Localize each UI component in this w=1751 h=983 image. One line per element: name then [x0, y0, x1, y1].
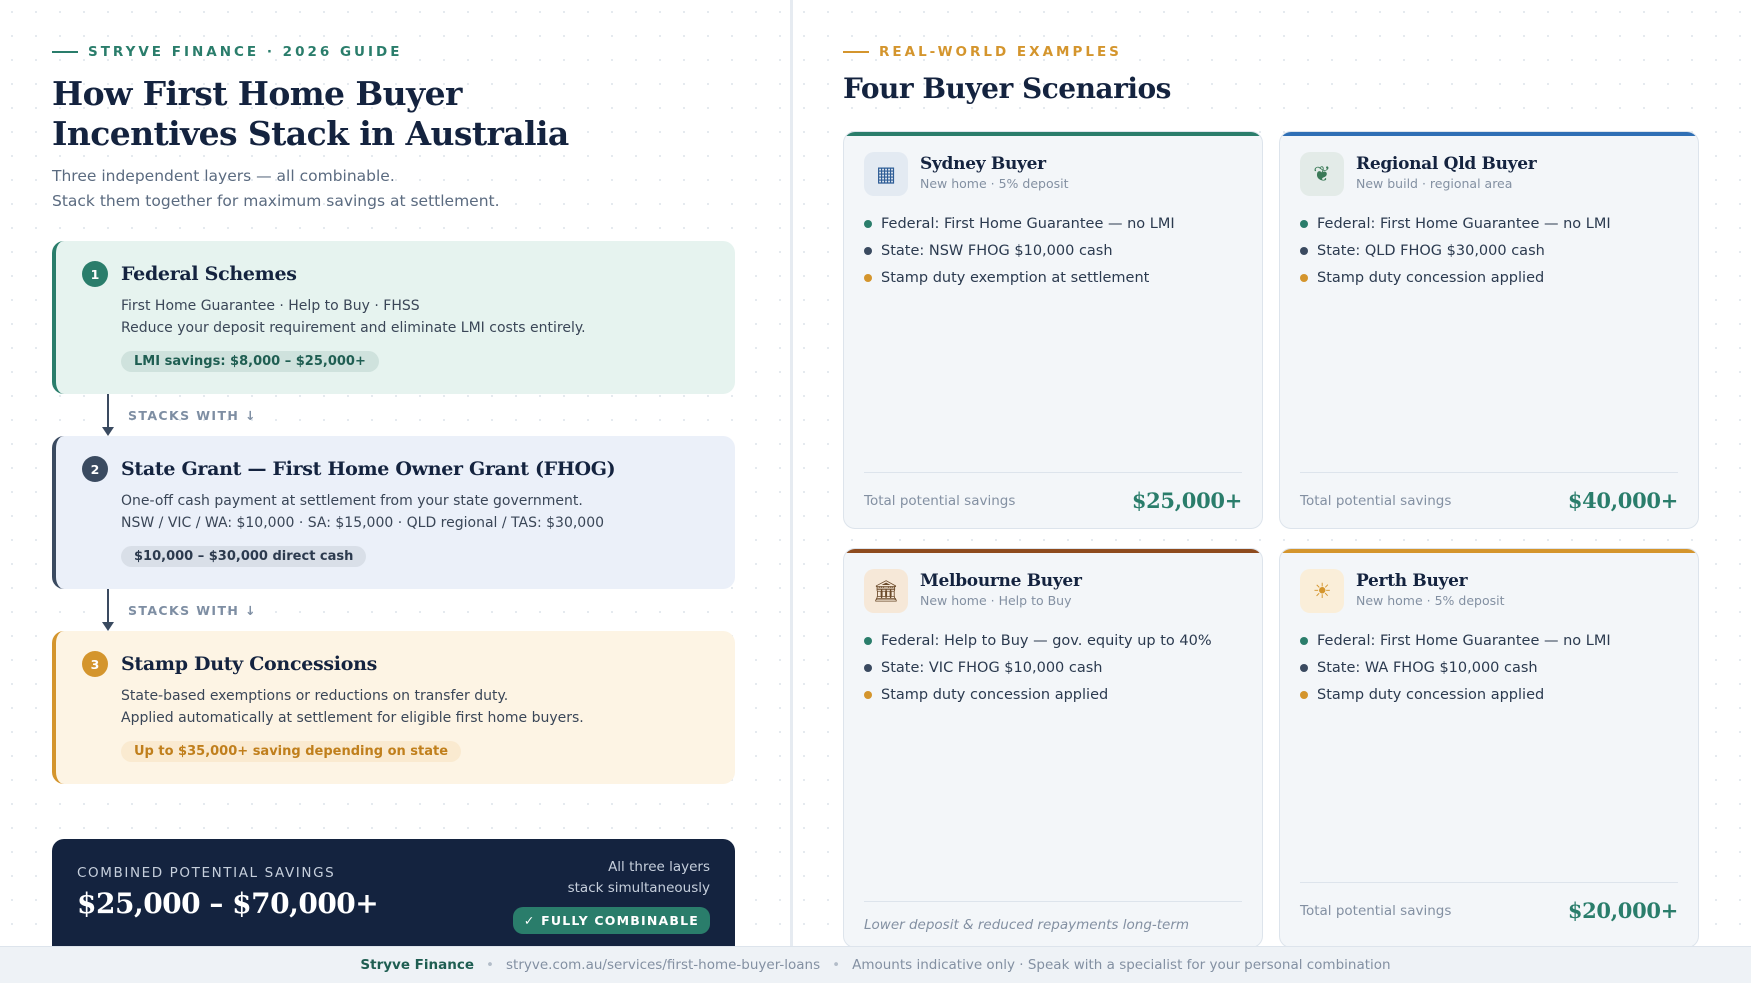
footer-disclaimer: Amounts indicative only · Speak with a specialist for your personal combination [852, 957, 1391, 973]
intro-text [52, 164, 735, 214]
footer-separator: • [832, 957, 841, 973]
layer-stamp-duty [52, 631, 735, 784]
leaf-icon: ❦ [1300, 152, 1344, 196]
card-footer [864, 472, 1242, 528]
layer-savings-pill: $10,000 – $30,000 direct cash [121, 546, 366, 567]
savings-value: $20,000+ [1567, 898, 1678, 923]
layer-number-badge: 3 [82, 651, 108, 677]
savings-value: $40,000+ [1567, 488, 1678, 513]
list-item-text: Stamp duty exemption at settlement [881, 269, 1150, 286]
classical-building-icon: 🏛 [864, 569, 908, 613]
layer-title: Federal Schemes [121, 263, 297, 285]
layer-number-badge: 1 [82, 261, 108, 287]
stacks-with-label: STACKS WITH ↓ [128, 407, 257, 423]
combined-note-line2: stack simultaneously [567, 880, 710, 896]
bullet-dot [1300, 691, 1308, 699]
bullet-dot [864, 274, 872, 282]
savings-label: Total potential savings [864, 492, 1016, 509]
card-title: Perth Buyer [1356, 571, 1468, 591]
combined-savings-label: COMBINED POTENTIAL SAVINGS [77, 865, 336, 881]
stacks-with-connector [102, 394, 257, 436]
list-item [864, 681, 1242, 708]
page-title [52, 74, 735, 154]
layer-desc-line1: First Home Guarantee · Help to Buy · FHSS [121, 298, 420, 314]
card-footer [1300, 472, 1678, 528]
card-title: Melbourne Buyer [920, 571, 1082, 591]
list-item-text: Federal: First Home Guarantee — no LMI [1317, 215, 1611, 232]
list-item [864, 264, 1242, 291]
eyebrow-dash [843, 51, 869, 53]
bullet-dot [1300, 274, 1308, 282]
bullet-dot [864, 664, 872, 672]
intro-line2: Stack them together for maximum savings at settlement. [52, 192, 500, 210]
list-item [864, 210, 1242, 237]
page-title-line1: How First Home Buyer [52, 74, 462, 113]
layer-title: State Grant — First Home Owner Grant (FHOG) [121, 458, 616, 480]
card-subtitle: New home · 5% deposit [920, 176, 1069, 191]
list-item-text: Federal: First Home Guarantee — no LMI [1317, 632, 1611, 649]
scenarios-eyebrow [843, 44, 1122, 60]
combined-note-line1: All three layers [608, 859, 710, 875]
eyebrow-text: REAL-WORLD EXAMPLES [879, 44, 1122, 60]
down-arrow-icon [102, 394, 114, 436]
combined-savings-value: $25,000 – $70,000+ [77, 887, 379, 920]
layer-federal-schemes [52, 241, 735, 394]
bullet-dot [1300, 247, 1308, 255]
layer-desc-line2: Reduce your deposit requirement and eliminate LMI costs entirely. [121, 320, 586, 336]
footer-separator: • [486, 957, 494, 973]
stacks-with-label: STACKS WITH ↓ [128, 602, 257, 618]
incentive-list [844, 210, 1262, 291]
list-item-text: State: VIC FHOG $10,000 cash [881, 659, 1103, 676]
list-item-text: Federal: Help to Buy — gov. equity up to 40% [881, 632, 1212, 649]
list-item-text: State: WA FHOG $10,000 cash [1317, 659, 1538, 676]
list-item-text: Stamp duty concession applied [881, 686, 1109, 703]
layer-number-badge: 2 [82, 456, 108, 482]
card-subtitle: New build · regional area [1356, 176, 1513, 191]
savings-value: $25,000+ [1131, 488, 1242, 513]
list-item [1300, 627, 1678, 654]
list-item [864, 237, 1242, 264]
bullet-dot [864, 637, 872, 645]
card-subtitle: New home · Help to Buy [920, 593, 1072, 608]
footer-brand: Stryve Finance [360, 957, 475, 973]
incentive-list [1280, 210, 1698, 291]
incentive-list [1280, 627, 1698, 708]
list-item-text: State: QLD FHOG $30,000 cash [1317, 242, 1545, 259]
layer-savings-pill: Up to $35,000+ saving depending on state [121, 741, 461, 762]
list-item [864, 627, 1242, 654]
list-item [1300, 210, 1678, 237]
combined-savings-panel [52, 839, 735, 949]
eyebrow-dash [52, 51, 78, 53]
savings-label: Total potential savings [1300, 492, 1452, 509]
card-title: Sydney Buyer [920, 154, 1046, 174]
down-arrow-icon [102, 589, 114, 631]
layer-desc-line1: State-based exemptions or reductions on transfer duty. [121, 688, 509, 704]
card-subtitle: New home · 5% deposit [1356, 593, 1505, 608]
footer-url-link[interactable]: stryve.com.au/services/first-home-buyer-loans [506, 957, 821, 973]
bullet-dot [1300, 637, 1308, 645]
card-footer [864, 901, 1242, 947]
sun-icon: ☀ [1300, 569, 1344, 613]
column-divider [790, 0, 793, 983]
layer-desc-line2: NSW / VIC / WA: $10,000 · SA: $15,000 · QLD regional / TAS: $30,000 [121, 515, 605, 531]
layer-description [121, 490, 709, 534]
bullet-dot [864, 220, 872, 228]
city-icon: ▦ [864, 152, 908, 196]
layer-title: Stamp Duty Concessions [121, 653, 377, 675]
combined-note [513, 857, 710, 934]
bullet-dot [864, 247, 872, 255]
bullet-dot [864, 691, 872, 699]
list-item-text: Federal: First Home Guarantee — no LMI [881, 215, 1175, 232]
list-item [1300, 681, 1678, 708]
bullet-dot [1300, 220, 1308, 228]
scenario-card-melbourne [843, 548, 1263, 948]
eyebrow-text: STRYVE FINANCE · 2026 GUIDE [88, 44, 403, 60]
list-item [864, 654, 1242, 681]
layer-savings-pill: LMI savings: $8,000 – $25,000+ [121, 351, 379, 372]
page-footer [0, 946, 1751, 983]
list-item [1300, 237, 1678, 264]
list-item [1300, 264, 1678, 291]
intro-line1: Three independent layers — all combinable. [52, 167, 395, 185]
layer-description [121, 295, 709, 339]
stacks-with-connector [102, 589, 257, 631]
card-title: Regional Qld Buyer [1356, 154, 1537, 174]
layer-state-grant [52, 436, 735, 589]
guide-eyebrow [52, 44, 402, 60]
list-item [1300, 654, 1678, 681]
scenario-card-sydney [843, 131, 1263, 529]
list-item-text: Stamp duty concession applied [1317, 686, 1545, 703]
layer-desc-line2: Applied automatically at settlement for eligible first home buyers. [121, 710, 584, 726]
scenario-card-perth [1279, 548, 1699, 948]
bullet-dot [1300, 664, 1308, 672]
card-footer [1300, 882, 1678, 938]
card-footer-note: Lower deposit & reduced repayments long-term [864, 916, 1190, 933]
scenario-card-regional-qld [1279, 131, 1699, 529]
page-title-line2: Incentives Stack in Australia [52, 114, 569, 153]
list-item-text: State: NSW FHOG $10,000 cash [881, 242, 1113, 259]
fully-combinable-badge: ✓ FULLY COMBINABLE [513, 907, 710, 934]
layer-description [121, 685, 709, 729]
list-item-text: Stamp duty concession applied [1317, 269, 1545, 286]
incentive-list [844, 627, 1262, 708]
savings-label: Total potential savings [1300, 902, 1452, 919]
layer-desc-line1: One-off cash payment at settlement from your state government. [121, 493, 583, 509]
scenarios-title: Four Buyer Scenarios [843, 72, 1171, 105]
